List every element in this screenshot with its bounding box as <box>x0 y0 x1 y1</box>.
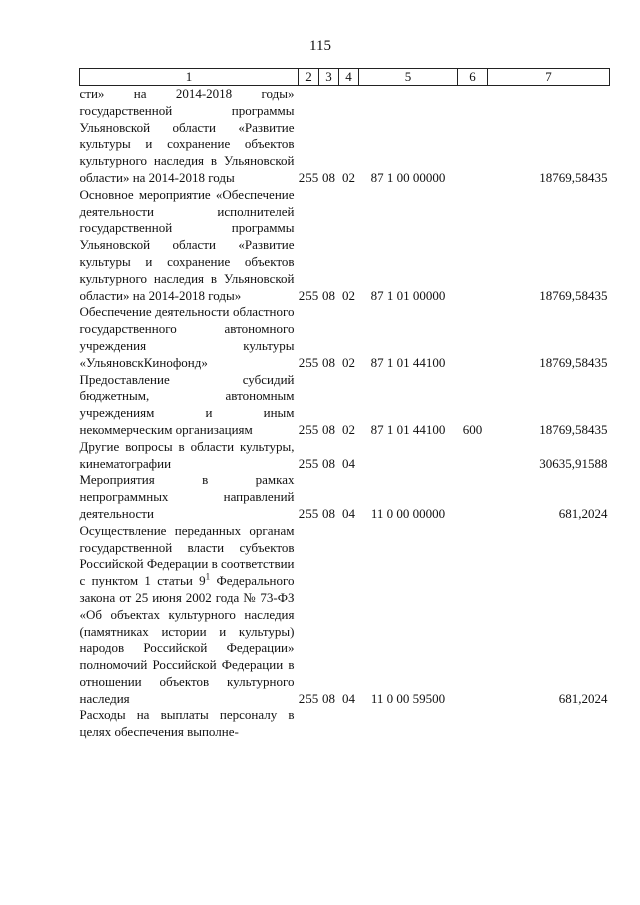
cell-target-article: 11 0 00 00000 <box>370 505 446 521</box>
row-description: сти» на 2014-2018 годы» государственной программы Ульяновской области «Развитие культуры и сохранение объектов культурного наследия в Ульяновской области» на 2014-2018 годы <box>79 86 295 185</box>
header-col-1: 1 <box>80 69 299 86</box>
cell-expense-type <box>458 439 488 473</box>
cell-target-article: 87 1 01 00000 <box>370 287 446 303</box>
cell-target-article: 87 1 01 44100 <box>370 354 446 370</box>
table-row <box>80 707 610 741</box>
table-row <box>80 472 610 522</box>
header-col-7: 7 <box>488 69 610 86</box>
header-col-6: 6 <box>458 69 488 86</box>
cell-section: 08 <box>322 455 335 471</box>
cell-target-article <box>359 439 458 473</box>
cell-amount: 18769,58435 <box>539 421 608 437</box>
row-description <box>80 523 299 708</box>
header-col-2: 2 <box>299 69 319 86</box>
cell-section: 08 <box>322 505 335 521</box>
cell-ministry <box>299 707 319 741</box>
cell-expense-type <box>458 472 488 522</box>
cell-subsection: 02 <box>342 421 355 437</box>
row-description: Другие вопросы в области культуры, кинематографии <box>79 438 295 471</box>
cell-expense-type: 600 <box>462 421 483 437</box>
cell-ministry: 255 <box>298 505 319 521</box>
cell-expense-type <box>458 707 488 741</box>
cell-section <box>319 707 339 741</box>
row-description: Основное мероприятие «Обеспечение деятельности исполнителей государственной программы Ульяновской области «Развитие культуры и сохранение объектов культурного наследия в Ульяновской области» на 2014-2018 годы» <box>79 186 295 303</box>
table-row <box>80 439 610 473</box>
cell-section: 08 <box>322 169 335 185</box>
cell-amount: 30635,91588 <box>539 455 608 471</box>
cell-subsection: 04 <box>342 505 355 521</box>
header-col-5: 5 <box>359 69 458 86</box>
row-description: Расходы на выплаты персоналу в целях обеспечения выполне- <box>79 707 295 740</box>
table-header <box>80 69 610 86</box>
cell-target-article: 87 1 00 00000 <box>370 169 446 185</box>
row-description-part: Федерального закона от 25 июня 2002 года № 73-ФЗ «Об объектах культурного наследия (памятниках истории и культуры) народов Российской Федерации» полномочий Российской Федерации в отношении объектов культурного наследия <box>79 573 295 706</box>
cell-target-article: 87 1 01 44100 <box>370 421 446 437</box>
header-col-3: 3 <box>319 69 339 86</box>
cell-subsection: 02 <box>342 354 355 370</box>
table-row <box>80 86 610 187</box>
superscript: 1 <box>205 571 211 582</box>
cell-ministry: 255 <box>298 287 319 303</box>
cell-section: 08 <box>322 354 335 370</box>
cell-target-article: 11 0 00 59500 <box>370 690 446 706</box>
cell-ministry: 255 <box>298 690 319 706</box>
cell-ministry: 255 <box>298 169 319 185</box>
cell-subsection: 02 <box>342 287 355 303</box>
cell-subsection: 04 <box>342 690 355 706</box>
cell-subsection <box>339 707 359 741</box>
row-description: Предоставление субсидий бюджетным, автономным учреждениям и иным некоммерческим организациям <box>79 371 295 437</box>
table-row <box>80 304 610 371</box>
cell-amount: 681,2024 <box>558 690 608 706</box>
row-description: Обеспечение деятельности областного государственного автономного учреждения культуры «УльяновскКинофонд» <box>79 304 295 370</box>
cell-target-article <box>359 707 458 741</box>
cell-subsection: 02 <box>342 169 355 185</box>
cell-amount: 681,2024 <box>558 505 608 521</box>
cell-expense-type <box>458 523 488 708</box>
cell-expense-type <box>458 304 488 371</box>
table-row <box>80 372 610 439</box>
row-description: Мероприятия в рамках непрограммных направлений деятельности <box>79 472 295 521</box>
cell-section: 08 <box>322 287 335 303</box>
page-number: 115 <box>309 38 331 54</box>
cell-amount: 18769,58435 <box>539 169 608 185</box>
header-col-4: 4 <box>339 69 359 86</box>
row-description-part: Осуществление переданных органам государственной власти субъектов Российской Федерации в соответствии с пунктом 1 статьи 9 <box>79 522 295 589</box>
cell-expense-type <box>458 86 488 187</box>
cell-ministry: 255 <box>298 421 319 437</box>
cell-amount <box>488 707 610 741</box>
cell-ministry: 255 <box>298 455 319 471</box>
cell-section: 08 <box>322 690 335 706</box>
cell-subsection: 04 <box>342 455 355 471</box>
cell-expense-type <box>458 187 488 305</box>
budget-table <box>79 68 610 741</box>
table-row <box>80 523 610 708</box>
table-row <box>80 187 610 305</box>
cell-section: 08 <box>322 421 335 437</box>
cell-amount: 18769,58435 <box>539 287 608 303</box>
cell-amount: 18769,58435 <box>539 354 608 370</box>
cell-ministry: 255 <box>298 354 319 370</box>
